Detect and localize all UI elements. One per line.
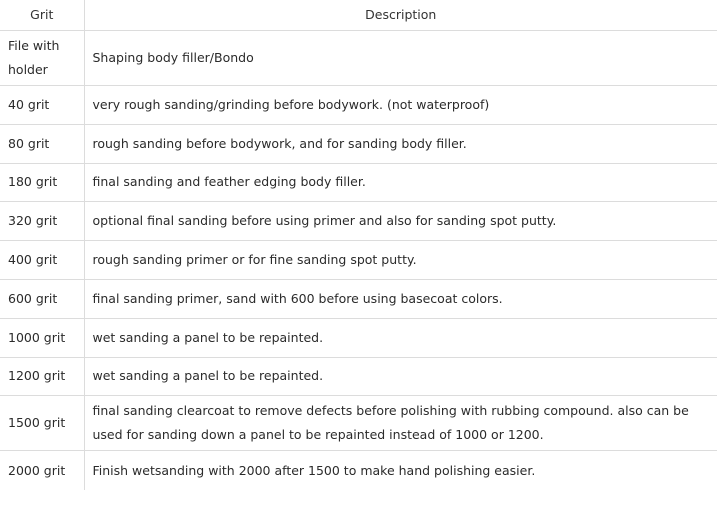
table-row xyxy=(0,86,717,125)
column-header-grit: Grit xyxy=(0,0,84,31)
table-row xyxy=(0,202,717,241)
description-cell: final sanding primer, sand with 600 before using basecoat colors. xyxy=(84,279,717,318)
description-cell: Finish wetsanding with 2000 after 1500 to make hand polishing easier. xyxy=(84,451,717,490)
table-row xyxy=(0,31,717,86)
description-cell: optional final sanding before using primer and also for sanding spot putty. xyxy=(84,202,717,241)
grit-cell: 2000 grit xyxy=(0,451,84,490)
description-cell: rough sanding primer or for fine sanding spot putty. xyxy=(84,241,717,280)
table-row xyxy=(0,357,717,396)
description-cell: Shaping body filler/Bondo xyxy=(84,31,717,86)
description-cell: wet sanding a panel to be repainted. xyxy=(84,318,717,357)
description-cell: wet sanding a panel to be repainted. xyxy=(84,357,717,396)
description-cell: final sanding and feather edging body filler. xyxy=(84,163,717,202)
table-row xyxy=(0,241,717,280)
column-header-description: Description xyxy=(84,0,717,31)
grit-cell: 1000 grit xyxy=(0,318,84,357)
table-row xyxy=(0,163,717,202)
grit-cell: 40 grit xyxy=(0,86,84,125)
grit-cell: 320 grit xyxy=(0,202,84,241)
table-row xyxy=(0,124,717,163)
table-header-row xyxy=(0,0,717,31)
table-row xyxy=(0,451,717,490)
grit-cell: 400 grit xyxy=(0,241,84,280)
grit-cell: File with holder xyxy=(0,31,84,86)
description-cell: final sanding clearcoat to remove defects before polishing with rubbing compound. also can be used for sanding down a panel to be repainted instead of 1000 or 1200. xyxy=(84,396,717,451)
grit-cell: 1500 grit xyxy=(0,396,84,451)
table-row xyxy=(0,279,717,318)
grit-cell: 80 grit xyxy=(0,124,84,163)
description-cell: rough sanding before bodywork, and for sanding body filler. xyxy=(84,124,717,163)
grit-cell: 600 grit xyxy=(0,279,84,318)
description-cell: very rough sanding/grinding before bodywork. (not waterproof) xyxy=(84,86,717,125)
grit-cell: 1200 grit xyxy=(0,357,84,396)
table-row xyxy=(0,318,717,357)
table-row xyxy=(0,396,717,451)
grit-cell: 180 grit xyxy=(0,163,84,202)
